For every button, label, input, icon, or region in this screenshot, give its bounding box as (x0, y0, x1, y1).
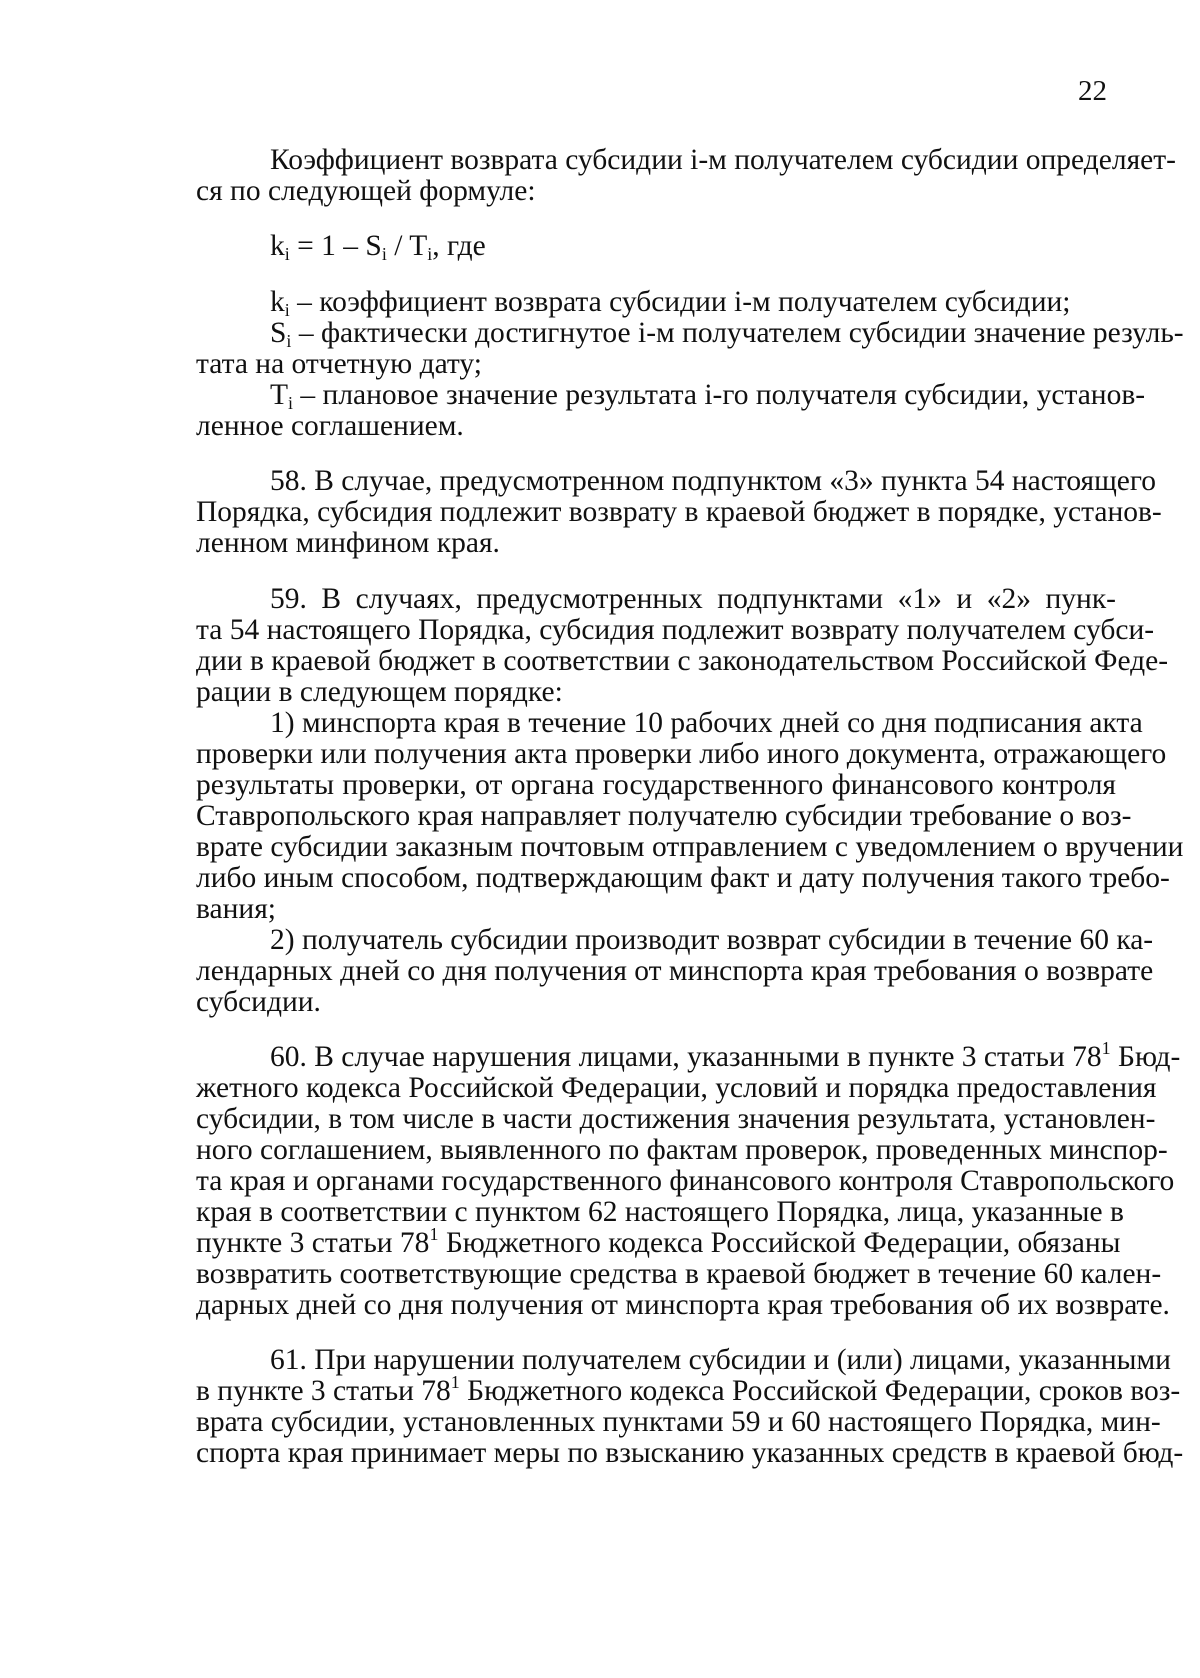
text-segment: Бюджетного кодекса Российской Федерации, сроков воз- (459, 1375, 1181, 1407)
text-segment: проверки или получения акта проверки либо иного документа, отражающего (196, 738, 1167, 770)
text-line (270, 707, 1143, 739)
text-segment: 1) минспорта края в течение 10 рабочих дней со дня подписания акта (270, 707, 1143, 739)
text-segment: возвратить соответствующие средства в краевой бюджет в течение 60 кален- (196, 1258, 1162, 1290)
text-segment: k (270, 230, 285, 262)
text-line (196, 1196, 1124, 1228)
text-segment: результаты проверки, от органа государственного финансового контроля (196, 769, 1116, 801)
superscript-index: 1 (1101, 1038, 1111, 1058)
text-line (196, 1165, 1175, 1197)
text-line (196, 176, 1116, 207)
text-segment: 2) получатель субсидии производит возврат субсидии в течение 60 ка- (270, 924, 1154, 956)
text-segment: k (270, 286, 285, 318)
text-line (196, 496, 1162, 528)
text-line (196, 1224, 1121, 1259)
superscript-index: 1 (429, 1224, 439, 1244)
text-segment: , где (432, 230, 486, 262)
text-segment: дии в краевой бюджет в соответствии с законодательством Российской Феде- (196, 645, 1169, 677)
text-line (196, 645, 1169, 677)
text-segment: ленном минфином края. (196, 527, 500, 559)
text-line (196, 894, 1116, 925)
text-line (196, 1437, 1184, 1469)
text-line (270, 379, 1146, 413)
text-segment: рации в следующем порядке: (196, 676, 563, 708)
text-segment: T (270, 379, 289, 411)
subscript-index: i (284, 300, 290, 320)
text-segment: субсидии, в том числе в части достижения значения результата, установлен- (196, 1103, 1156, 1135)
text-segment: ного соглашением, выявленного по фактам проверок, проведенных минспор- (196, 1134, 1168, 1166)
text-line (196, 677, 1116, 708)
text-line (270, 231, 1116, 262)
text-segment: ленное соглашением. (196, 410, 464, 442)
text-segment: – плановое значение результата i-го получателя субсидии, установ- (293, 379, 1146, 411)
subscript-index: i (288, 393, 294, 413)
text-line (196, 987, 1116, 1018)
text-line (270, 287, 1116, 318)
subscript-index: i (284, 244, 290, 264)
text-segment: врате субсидии заказным почтовым отправлением с уведомлением о вручении (196, 831, 1184, 863)
text-segment: Бюджетного кодекса Российской Федерации, обязаны (438, 1227, 1121, 1259)
text-segment: врата субсидии, установленных пунктами 59 и 60 настоящего Порядка, мин- (196, 1406, 1161, 1438)
text-segment: либо иным способом, подтверждающим факт и дату получения такого требо- (196, 862, 1170, 894)
text-segment: та края и органами государственного финансового контроля Ставропольского (196, 1165, 1175, 1197)
text-line (196, 1372, 1181, 1407)
text-line (196, 1289, 1170, 1321)
page-number: 22 (1078, 75, 1107, 107)
text-line (196, 1103, 1156, 1135)
text-segment: / T (386, 230, 428, 262)
text-line (270, 1038, 1181, 1073)
text-line (196, 770, 1116, 801)
text-line (270, 584, 1116, 615)
superscript-index: 1 (450, 1372, 460, 1392)
text-line (196, 528, 1116, 559)
text-line (196, 614, 1155, 646)
text-line (196, 862, 1170, 894)
text-segment: 58. В случае, предусмотренном подпунктом «3» пункта 54 настоящего (270, 465, 1157, 497)
text-segment: Ставропольского края направляет получателю субсидии требование о воз- (196, 800, 1132, 832)
subscript-index: i (381, 244, 387, 264)
text-segment: дарных дней со дня получения от минспорта края требования об их возврате. (196, 1289, 1170, 1321)
text-segment: Порядка, субсидия подлежит возврату в краевой бюджет в порядке, установ- (196, 496, 1162, 528)
text-line (196, 411, 1116, 442)
text-line (196, 831, 1184, 863)
text-line (270, 1344, 1171, 1376)
text-line (270, 465, 1157, 497)
text-line (196, 1072, 1157, 1104)
text-segment: спорта края принимает меры по взысканию указанных средств в краевой бюд- (196, 1437, 1184, 1469)
text-segment: 61. При нарушении получателем субсидии и (или) лицами, указанными (270, 1344, 1171, 1376)
text-line (270, 924, 1154, 956)
text-segment: 60. В случае нарушения лицами, указанными в пункте 3 статьи 78 (270, 1041, 1102, 1073)
text-segment: – фактически достигнутое i-м получателем субсидии значение резуль- (291, 317, 1184, 349)
text-segment: края в соответствии с пунктом 62 настоящего Порядка, лица, указанные в (196, 1196, 1124, 1228)
text-segment: ся по следующей формуле: (196, 175, 536, 207)
text-segment: в пункте 3 статьи 78 (196, 1375, 451, 1407)
text-line (196, 1406, 1161, 1438)
text-line (196, 955, 1154, 987)
text-segment: тата на отчетную дату; (196, 348, 482, 380)
subscript-index: i (286, 331, 292, 351)
text-segment: пункте 3 статьи 78 (196, 1227, 430, 1259)
text-segment: Бюд- (1110, 1041, 1181, 1073)
subscript-index: i (427, 244, 433, 264)
text-line (196, 800, 1132, 832)
text-segment: вания; (196, 893, 276, 925)
text-segment: 59. В случаях, предусмотренных подпунктами «1» и «2» пунк- (270, 583, 1116, 615)
text-line (270, 144, 1176, 176)
text-segment: жетного кодекса Российской Федерации, условий и порядка предоставления (196, 1072, 1157, 1104)
text-line (270, 317, 1184, 351)
text-segment: = 1 – S (289, 230, 382, 262)
text-line (196, 1134, 1168, 1166)
text-line (196, 1258, 1162, 1290)
text-segment: лендарных дней со дня получения от минспорта края требования о возврате (196, 955, 1154, 987)
text-line (196, 738, 1167, 770)
text-line (196, 349, 1116, 380)
text-segment: та 54 настоящего Порядка, субсидия подлежит возврату получателем субси- (196, 614, 1155, 646)
text-segment: субсидии. (196, 986, 321, 1018)
text-segment: Коэффициент возврата субсидии i-м получателем субсидии определяет- (270, 144, 1176, 176)
text-segment: S (270, 317, 287, 349)
text-segment: – коэффициент возврата субсидии i-м получателем субсидии; (289, 286, 1071, 318)
